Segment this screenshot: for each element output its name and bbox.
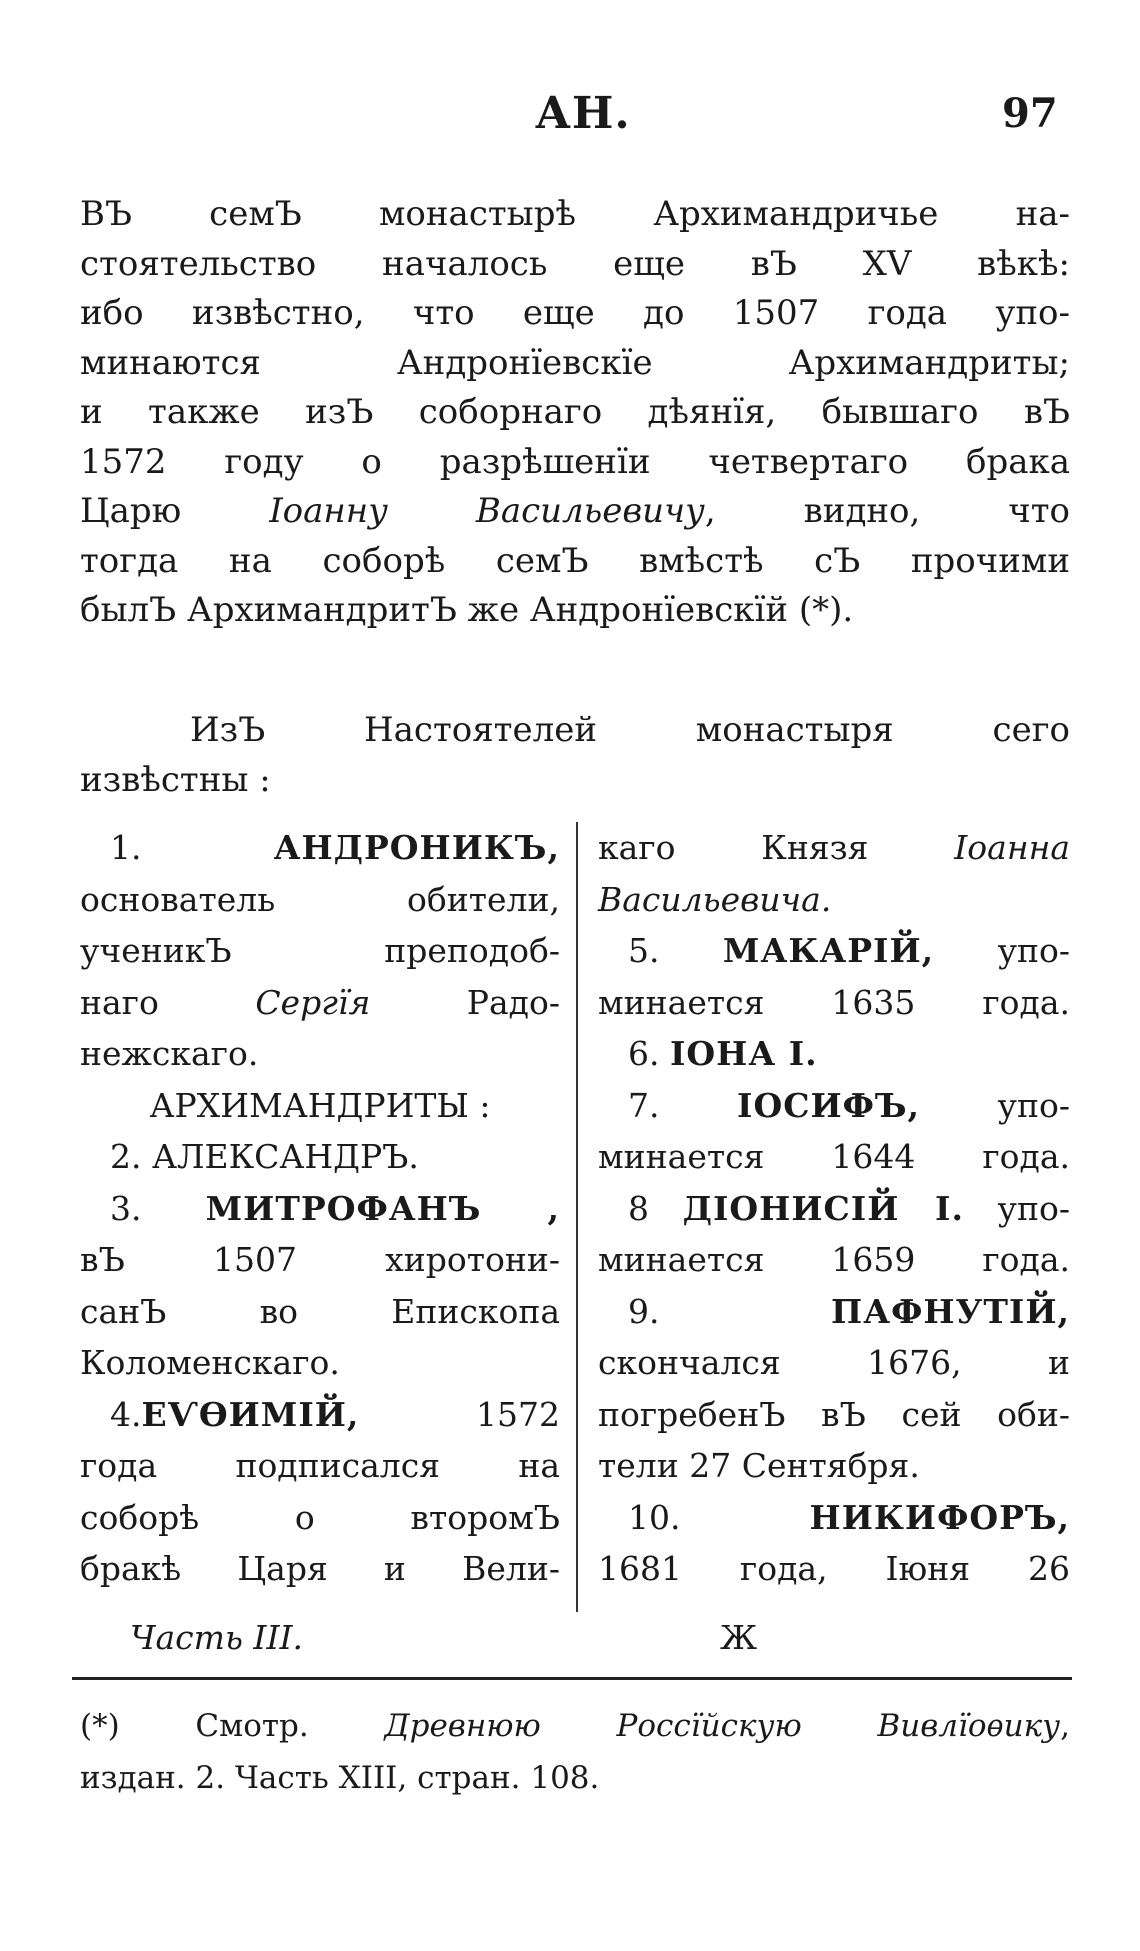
text-line: Коломенскаго. bbox=[80, 1343, 340, 1382]
item-name: ПАФНУТІЙ, bbox=[831, 1291, 1070, 1331]
text-line: основатель обители, bbox=[80, 879, 560, 919]
text-line: тели 27 Сентября. bbox=[598, 1446, 920, 1485]
intro-paragraph bbox=[80, 190, 1070, 636]
item-name: НИКИФОРЪ, bbox=[809, 1497, 1070, 1537]
list-item bbox=[598, 1286, 1070, 1338]
text-span: Царю bbox=[80, 491, 270, 531]
text-line: скончался 1676, и bbox=[598, 1343, 1070, 1382]
running-head bbox=[0, 88, 1140, 148]
item-name: ІОНА І. bbox=[670, 1034, 818, 1073]
list-item bbox=[598, 1492, 1070, 1544]
footnote-line: издан. 2. Часть XIII, стран. 108. bbox=[80, 1760, 600, 1796]
text-line: тогда на соборѣ семЪ вмѣстѣ сЪ прочими bbox=[80, 540, 1070, 581]
item-name: МИТРОФАНЪ , bbox=[205, 1188, 560, 1228]
item-name: ДІОНИСІЙ І. bbox=[682, 1188, 964, 1228]
list-item bbox=[80, 1183, 560, 1235]
column-divider bbox=[576, 822, 578, 1612]
signature-mark: Ж bbox=[720, 1618, 758, 1657]
text-span: упо- bbox=[934, 931, 1070, 970]
page-number: 97 bbox=[1002, 90, 1058, 137]
footnote-divider bbox=[72, 1677, 1072, 1680]
text-span: наго bbox=[80, 982, 256, 1022]
item-year: 1572 bbox=[476, 1394, 560, 1434]
text-line: санЪ во Епископа bbox=[80, 1291, 560, 1331]
subheading bbox=[80, 705, 1070, 805]
item-number: 6. bbox=[628, 1034, 660, 1073]
text-line bbox=[80, 977, 560, 1029]
item-name: ЕѴѲИМІЙ, bbox=[141, 1394, 360, 1434]
right-column bbox=[598, 822, 1070, 1595]
text-line: 1572 году о разрѣшенїи четвертаго брака bbox=[80, 441, 1070, 482]
item-number: 1. bbox=[110, 828, 142, 867]
text-line: года подписался на bbox=[80, 1446, 560, 1485]
text-span: каго Князя bbox=[598, 828, 955, 867]
item-number: 3. bbox=[110, 1188, 142, 1228]
text-line bbox=[598, 822, 1070, 874]
section-heading: АРХИМАНДРИТЫ : bbox=[149, 1085, 491, 1125]
text-line bbox=[80, 487, 1070, 537]
text-line: былЪ АрхимандритЪ же Андронїевскїй (*). bbox=[80, 590, 854, 630]
item-number: 5. bbox=[628, 931, 660, 970]
text-span: (*) Смотр. bbox=[80, 1708, 385, 1744]
text-line: соборѣ о второмЪ bbox=[80, 1497, 560, 1537]
text-span: упо- bbox=[963, 1188, 1070, 1228]
signature-line: Часть III. bbox=[130, 1618, 304, 1657]
list-item bbox=[598, 1028, 1070, 1080]
subheading-line: извѣстны : bbox=[80, 760, 271, 800]
text-line: погребенЪ вЪ сей оби- bbox=[598, 1394, 1070, 1434]
text-line: минается 1659 года. bbox=[598, 1240, 1070, 1279]
left-column bbox=[80, 822, 560, 1595]
text-line: бракѣ Царя и Вели- bbox=[80, 1549, 560, 1588]
running-title: АН. bbox=[535, 88, 631, 139]
text-line bbox=[598, 874, 1070, 926]
text-line: стоятельство началось еще вЪ XV вѣкѣ: bbox=[80, 243, 1070, 284]
text-span: , bbox=[1060, 1708, 1070, 1744]
italic-name: Сергїя bbox=[255, 982, 371, 1022]
item-name: АНДРОНИКЪ, bbox=[273, 828, 560, 867]
list-item bbox=[80, 1389, 560, 1441]
text-line: ибо извѣстно, что еще до 1507 года упо- bbox=[80, 293, 1070, 333]
text-line: минается 1635 года. bbox=[598, 982, 1070, 1022]
list-item bbox=[598, 925, 1070, 977]
item-number: 8 bbox=[628, 1188, 649, 1228]
item-number: 7. bbox=[628, 1085, 660, 1125]
list-item bbox=[80, 822, 560, 874]
text-span: , видно, что bbox=[704, 491, 1071, 531]
italic-title: Древнюю Россїйскую Вивлїоѳику bbox=[384, 1708, 1061, 1744]
footnote bbox=[80, 1700, 1070, 1804]
italic-name: Васильевича. bbox=[598, 879, 832, 919]
text-line: ВЪ семЪ монастырѣ Архимандричье на- bbox=[80, 194, 1070, 234]
text-line: ученикЪ преподоб- bbox=[80, 931, 560, 970]
text-line: минаются Андронїевскїе Архимандриты; bbox=[80, 342, 1070, 383]
list-item bbox=[598, 1183, 1070, 1235]
text-line: минается 1644 года. bbox=[598, 1137, 1070, 1176]
list-item: 2. АЛЕКСАНДРЪ. bbox=[110, 1137, 419, 1176]
italic-name: Іоанну Васильевичу bbox=[269, 491, 705, 531]
text-line: 1681 года, Іюня 26 bbox=[598, 1549, 1070, 1588]
text-line: и также изЪ соборнаго дѣянїя, бывшаго вЪ bbox=[80, 392, 1070, 432]
list-item bbox=[598, 1080, 1070, 1132]
text-span: упо- bbox=[920, 1085, 1070, 1125]
item-number: 9. bbox=[628, 1291, 660, 1331]
item-name: ІОСИФЪ, bbox=[737, 1085, 921, 1125]
subheading-line: ИзЪ Настоятелей монастыря сего bbox=[190, 710, 1070, 750]
item-number: 10. bbox=[628, 1497, 681, 1537]
text-line: вЪ 1507 хиротони- bbox=[80, 1240, 560, 1279]
italic-name: Іоанна bbox=[954, 828, 1070, 867]
item-number: 4. bbox=[110, 1394, 142, 1434]
text-span: Радо- bbox=[370, 982, 560, 1022]
text-line: нежскаго. bbox=[80, 1034, 259, 1073]
footnote-line bbox=[80, 1700, 1070, 1752]
item-name: МАКАРІЙ, bbox=[722, 931, 935, 970]
